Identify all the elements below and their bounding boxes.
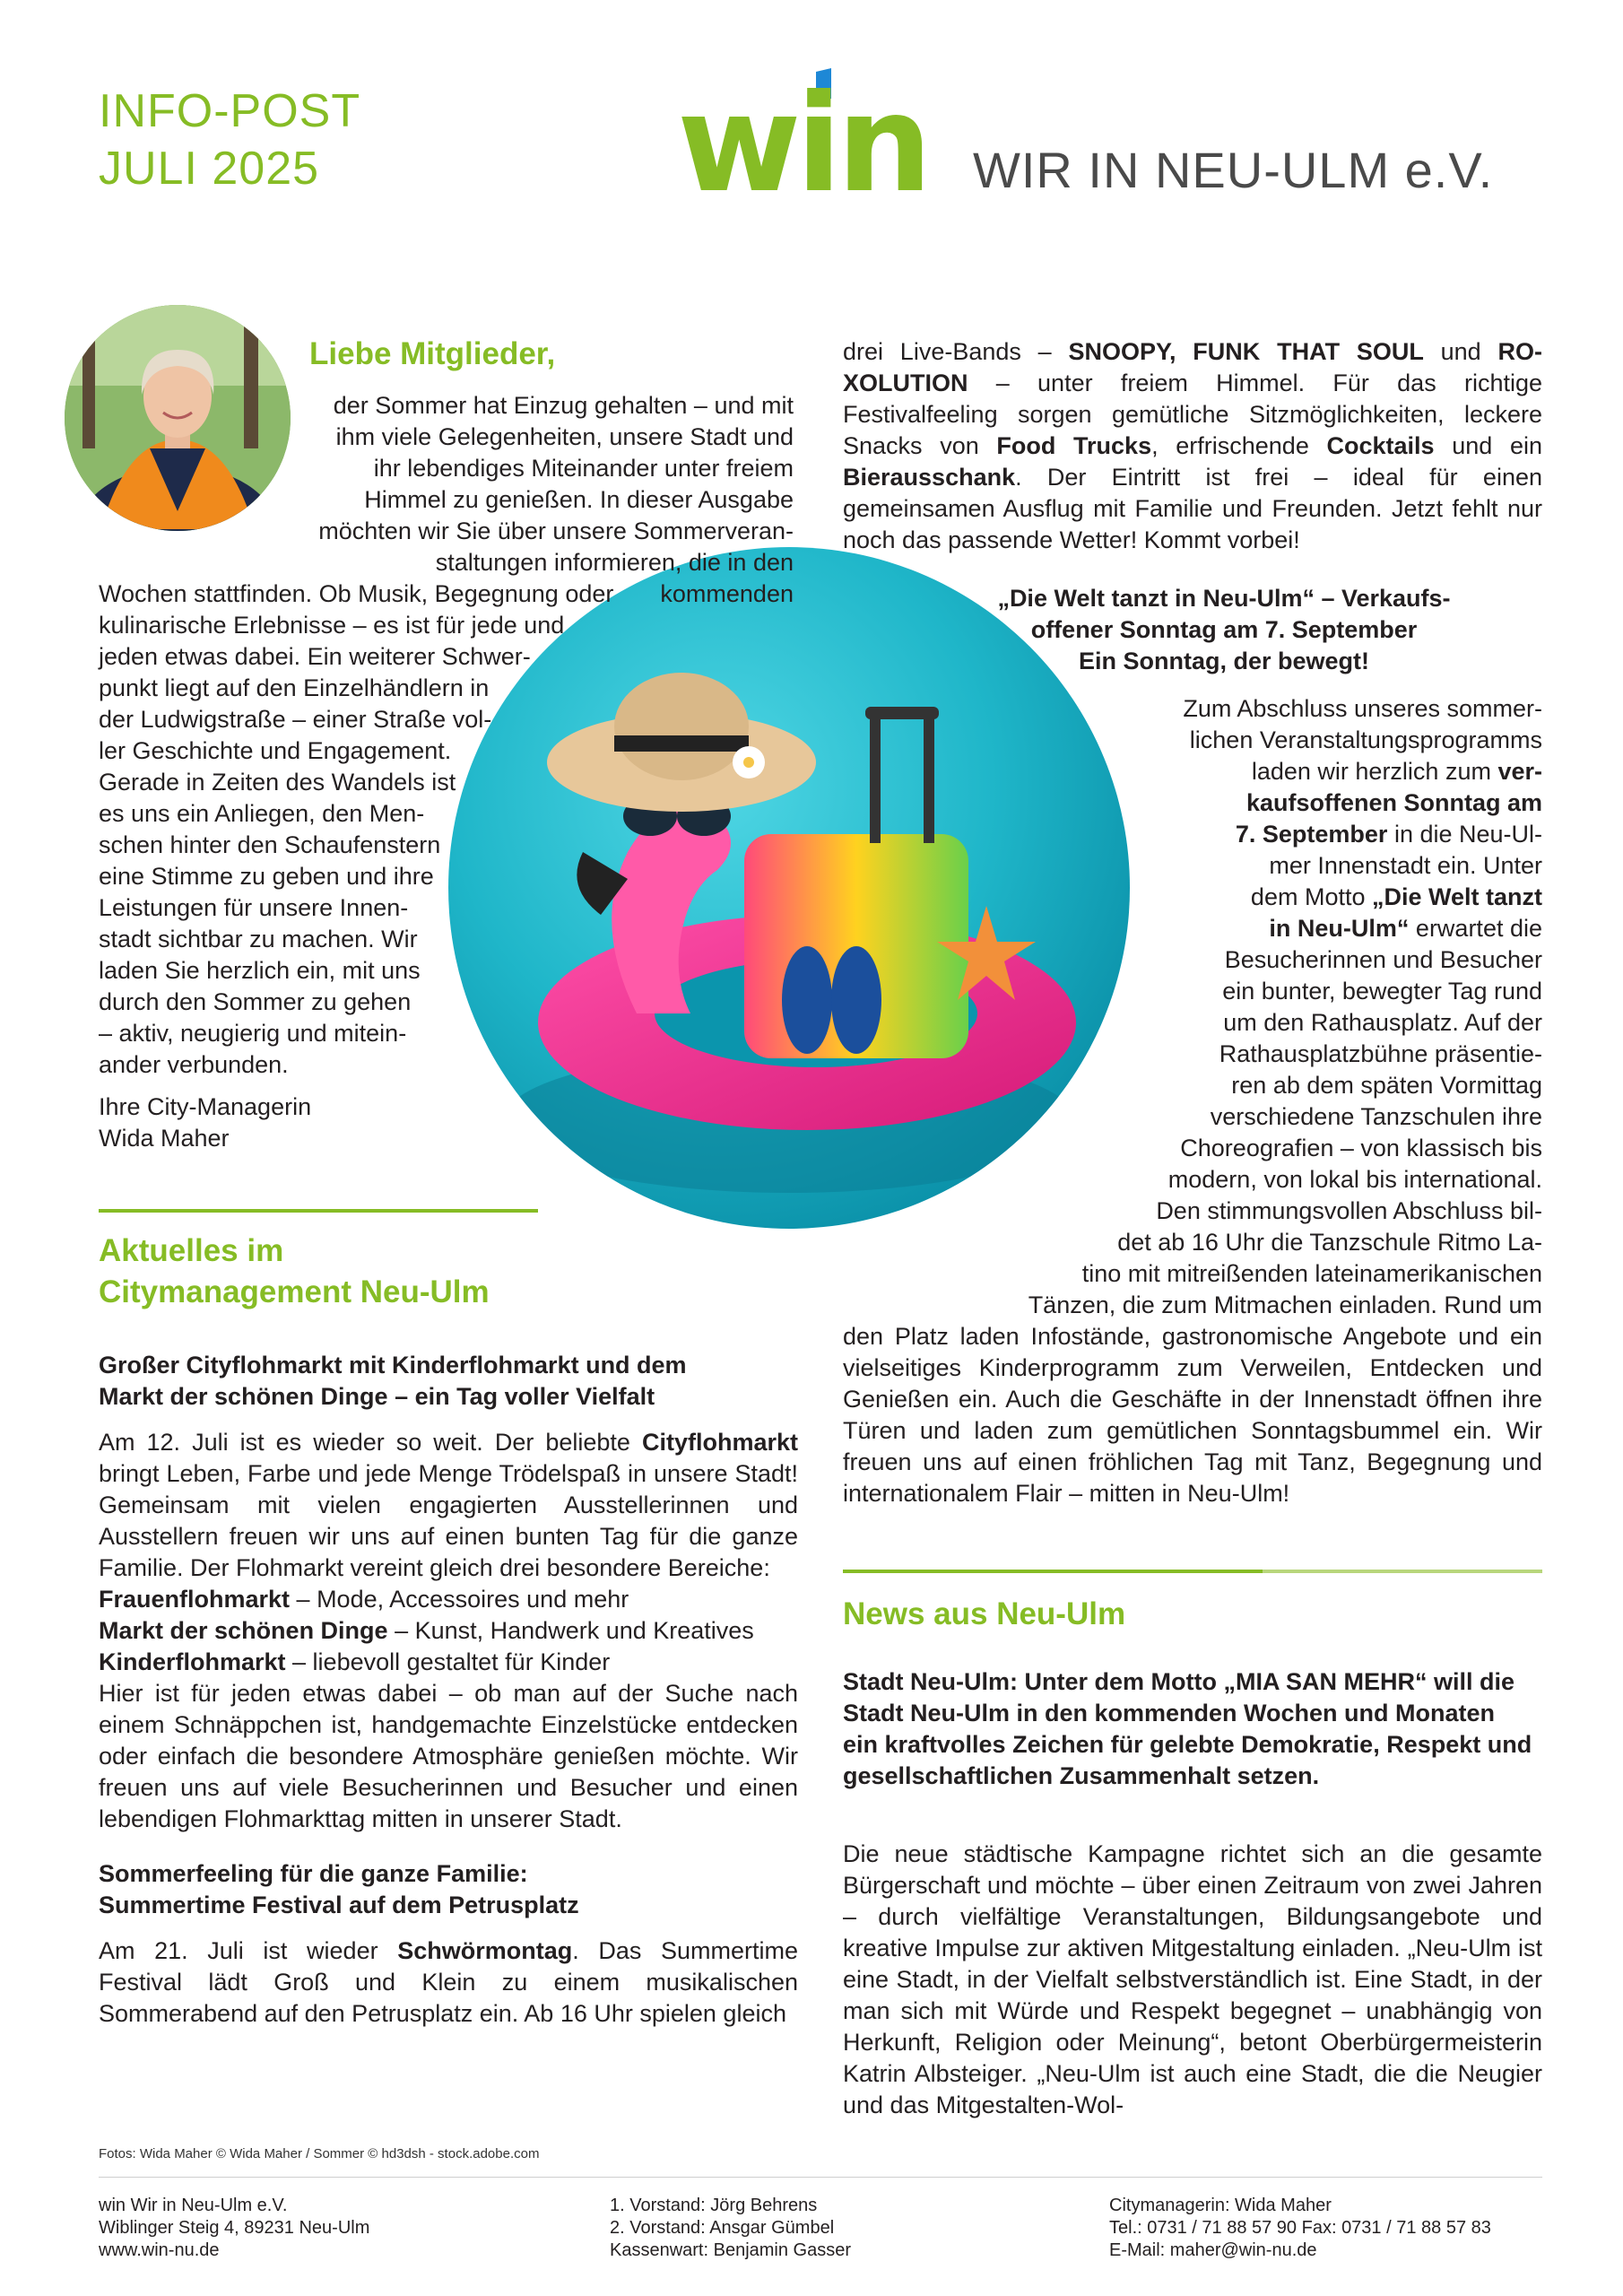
summer-title-line1: Sommerfeeling für die ganze Familie: bbox=[99, 1860, 528, 1887]
intro-line: jeden etwas dabei. Ein weiterer Schwer- bbox=[99, 643, 531, 670]
intro-line: kulinarische Erlebnisse – es ist für jede und bbox=[99, 612, 565, 639]
intro-line: punkt liegt auf den Einzelhändlern in bbox=[99, 674, 490, 701]
welt-line: kaufsoffenen Sonntag am bbox=[1245, 789, 1542, 816]
flohmarkt-article bbox=[99, 1350, 798, 2030]
intro-line: laden Sie herzlich ein, mit uns bbox=[99, 957, 421, 984]
area-frauenflohmarkt: Frauenflohmarkt – Mode, Accessoires und mehr bbox=[99, 1586, 629, 1613]
intro-line: eine Stimme zu geben und ihre bbox=[99, 863, 434, 890]
footer-street: Wiblinger Steig 4, 89231 Neu-Ulm bbox=[99, 2218, 370, 2238]
welt-line: ein bunter, bewegter Tag rund bbox=[1222, 978, 1542, 1004]
footer-email: E-Mail: maher@win-nu.de bbox=[1109, 2240, 1317, 2260]
welt-line: Zum Abschluss unseres sommer- bbox=[1183, 695, 1542, 722]
welt-line: um den Rathausplatz. Auf der bbox=[1223, 1009, 1542, 1036]
info-post-date: JULI 2025 bbox=[99, 143, 320, 195]
win-logo-text: win bbox=[677, 66, 927, 199]
welt-line: Rathausplatzbühne präsentie- bbox=[1219, 1040, 1542, 1067]
intro-text-right bbox=[309, 390, 794, 610]
welt-line: tino mit mitreißenden lateinamerikanischen bbox=[1081, 1260, 1542, 1287]
footer-manager: Citymanagerin: Wida Maher bbox=[1109, 2196, 1332, 2215]
intro-line: Leistungen für unsere Innen- bbox=[99, 894, 409, 921]
welt-line: Besucherinnen und Besucher bbox=[1224, 946, 1542, 973]
news-title: Stadt Neu-Ulm: Unter dem Motto „MIA SAN MEHR“ will die Stadt Neu-Ulm in den kommenden Wochen und Monaten ein kraftvolles Zeichen für gelebte Demokratie, Respekt und gesellschaftlichen Zusammenhalt setzen. bbox=[843, 1668, 1532, 1789]
flohmarkt-title-line2: Markt der schönen Dinge – ein Tag voller Vielfalt bbox=[99, 1383, 655, 1410]
welt-line: verschiedene Tanzschulen ihre bbox=[1210, 1103, 1542, 1130]
portrait-photo bbox=[65, 305, 291, 531]
welt-line: Choreografien – von klassisch bis bbox=[1180, 1135, 1542, 1161]
intro-text-body bbox=[99, 578, 673, 1154]
welt-tanzt-title bbox=[950, 583, 1497, 677]
footer-chair1: 1. Vorstand: Jörg Behrens bbox=[610, 2196, 818, 2215]
area-markt-schoene-dinge: Markt der schönen Dinge – Kunst, Handwerk und Kreatives bbox=[99, 1617, 754, 1644]
footer-board bbox=[610, 2195, 851, 2262]
intro-line: ihr lebendiges Miteinander unter freiem bbox=[373, 455, 794, 482]
intro-line: – aktiv, neugierig und mitein- bbox=[99, 1020, 407, 1047]
area-kinderflohmarkt: Kinderflohmarkt – liebevoll gestaltet für Kinder bbox=[99, 1648, 611, 1675]
summer-paragraph: Am 21. Juli ist wieder Schwörmontag. Das Summertime Festival lädt Groß und Klein zu einem musikalischen Sommerabend auf den Petrusplatz ein. Ab 16 Uhr spielen gleich bbox=[99, 1937, 799, 2027]
news-heading: News aus Neu-Ulm bbox=[843, 1596, 1126, 1631]
intro-line: stadt sichtbar zu machen. Wir bbox=[99, 926, 418, 952]
intro-line: durch den Sommer zu gehen bbox=[99, 988, 412, 1015]
intro-line: der Ludwigstraße – einer Straße vol- bbox=[99, 706, 492, 733]
welt-line: in Neu-Ulm“ erwartet die bbox=[1269, 915, 1542, 942]
signature-name: Wida Maher bbox=[99, 1125, 230, 1152]
summer-title-line2: Summertime Festival auf dem Petrusplatz bbox=[99, 1892, 579, 1918]
intro-line: ler Geschichte und Engagement. bbox=[99, 737, 452, 764]
welt-title-line3: Ein Sonntag, der bewegt! bbox=[1078, 648, 1369, 674]
aktuelles-heading-line2: Citymanagement Neu-Ulm bbox=[99, 1274, 490, 1309]
footer-website: www.win-nu.de bbox=[99, 2240, 220, 2260]
welt-line: Den stimmungsvollen Abschluss bil- bbox=[1156, 1197, 1542, 1224]
intro-line: möchten wir Sie über unsere Sommerveran- bbox=[318, 517, 794, 544]
section-rule bbox=[843, 1570, 1542, 1573]
intro-line: es uns ein Anliegen, den Men- bbox=[99, 800, 425, 827]
footer-address bbox=[99, 2195, 369, 2262]
welt-title-line2: offener Sonntag am 7. September bbox=[1030, 616, 1418, 643]
flohmarkt-paragraph-2: Hier ist für jeden etwas dabei – ob man auf der Suche nach einem Schnäppchen ist, handgemachte Einzelstücke entdecken oder einfach die besondere Atmosphäre genießen möchte. Wir freuen uns auf viele Besucherinnen und Besucher und einen lebendigen Flohmarkttag mitten in unserer Stadt. bbox=[99, 1680, 798, 1832]
footer-contact bbox=[1109, 2195, 1491, 2262]
intro-line: Himmel zu genießen. In dieser Ausgabe bbox=[364, 486, 794, 513]
footer-org: win Wir in Neu-Ulm e.V. bbox=[99, 2196, 288, 2215]
welt-line: 7. September in die Neu-Ul- bbox=[1235, 821, 1542, 848]
aktuelles-heading bbox=[99, 1231, 490, 1313]
flohmarkt-title-line1: Großer Cityflohmarkt mit Kinderflohmarkt und dem bbox=[99, 1352, 687, 1378]
festival-continued: drei Live-Bands – SNOOPY, FUNK THAT SOUL und RO-XOLUTION – unter freiem Himmel. Für das richtige Festivalfeeling sorgen gemütliche Sitzmöglichkeiten, leckere Snacks von Food Trucks, erfrischende Cocktails und ein Bierausschank. Der Eintritt ist frei – ideal für einen gemeinsamen Ausflug mit Familie und Freunden. Jetzt fehlt nur noch das passende Wetter! Kommt vorbei! bbox=[843, 338, 1542, 553]
photo-credit: Fotos: Wida Maher © Wida Maher / Sommer © hd3dsh - stock.adobe.com bbox=[99, 2146, 540, 2161]
welt-tanzt-text bbox=[942, 693, 1542, 1321]
intro-title: Liebe Mitglieder, bbox=[309, 336, 556, 371]
welt-line: Tänzen, die zum Mitmachen einladen. Rund um bbox=[1028, 1292, 1542, 1318]
welt-line: modern, von lokal bis international. bbox=[1167, 1166, 1542, 1193]
intro-line: der Sommer hat Einzug gehalten – und mit bbox=[333, 392, 794, 419]
intro-line: ander verbunden. bbox=[99, 1051, 289, 1078]
intro-line: Gerade in Zeiten des Wandels ist bbox=[99, 769, 456, 796]
news-paragraph: Die neue städtische Kampagne richtet sich an die gesamte Bürgerschaft und möchte – über einen Zeitraum von zwei Jahren – durch vielfältige Veranstaltungen, Bildungsangebote und kreative Impulse zur aktiven Mitgestaltung einladen. „Neu-Ulm ist eine Stadt, in der Vielfalt selbstverständlich ist. Eine Stadt, in der man sich mit Würde und Respekt begegnet – unabhängig von Herkunft, Religion oder Meinung“, betont Oberbürgermeisterin Katrin Albsteiger. „Neu-Ulm ist auch eine Stadt, die die Neugier und das Mitgestalten-Wol- bbox=[843, 1840, 1542, 2118]
footer-phone: Tel.: 0731 / 71 88 57 90 Fax: 0731 / 71 88 57 83 bbox=[1109, 2218, 1491, 2238]
aktuelles-heading-line1: Aktuelles im bbox=[99, 1233, 284, 1268]
section-rule bbox=[99, 1209, 538, 1213]
footer-chair2: 2. Vorstand: Ansgar Gümbel bbox=[610, 2218, 835, 2238]
welt-title-line1: „Die Welt tanzt in Neu-Ulm“ – Verkaufs- bbox=[997, 585, 1451, 612]
intro-line: staltungen informieren, die in den kommenden bbox=[435, 549, 794, 607]
org-name: WIR IN NEU-ULM e.V. bbox=[973, 142, 1494, 198]
welt-line: lichen Veranstaltungsprogramms bbox=[1189, 726, 1542, 753]
welt-line: mer Innenstadt ein. Unter bbox=[1269, 852, 1542, 879]
signature-role: Ihre City-Managerin bbox=[99, 1093, 312, 1120]
intro-line: schen hinter den Schaufenstern bbox=[99, 831, 441, 858]
welt-line: laden wir herzlich zum ver- bbox=[1251, 758, 1542, 785]
welt-line: det ab 16 Uhr die Tanzschule Ritmo La- bbox=[1117, 1229, 1542, 1256]
welt-tanzt-text-end: den Platz laden Infostände, gastronomische Angebote und ein vielseitiges Kinderprogramm zum Verweilen, Entdecken und Genießen ein. Auch die Geschäfte in der Innenstadt öffnen ihre Türen und laden zum gemütlichen Sonntagsbummel ein. Wir freuen uns auf einen fröhlichen Tag mit Tanz, Begegnung und internationalem Flair – mitten in Neu-Ulm! bbox=[843, 1323, 1542, 1507]
info-post-line1: INFO-POST bbox=[99, 85, 361, 137]
footer-treasurer: Kassenwart: Benjamin Gasser bbox=[610, 2240, 852, 2260]
welt-line: dem Motto „Die Welt tanzt bbox=[1250, 883, 1542, 910]
intro-line: Wochen stattfinden. Ob Musik, Begegnung oder bbox=[99, 580, 614, 607]
info-post-heading bbox=[99, 83, 360, 197]
footer-divider bbox=[99, 2177, 1542, 2178]
win-logo bbox=[677, 65, 928, 199]
flohmarkt-paragraph: Am 12. Juli ist es wieder so weit. Der beliebte Cityflohmarkt bringt Leben, Farbe und jede Menge Trödelspaß in unsere Stadt! Gemeinsam mit vielen engagierten Ausstellerinnen und Ausstellern freuen wir uns auf einen bunten Tag für die ganze Familie. Der Flohmarkt vereint gleich drei besondere Bereiche: bbox=[99, 1429, 798, 1581]
intro-line: ihm viele Gelegenheiten, unsere Stadt und bbox=[335, 423, 794, 450]
win-logo-mark bbox=[677, 65, 928, 199]
welt-line: ren ab dem späten Vormittag bbox=[1231, 1072, 1542, 1099]
